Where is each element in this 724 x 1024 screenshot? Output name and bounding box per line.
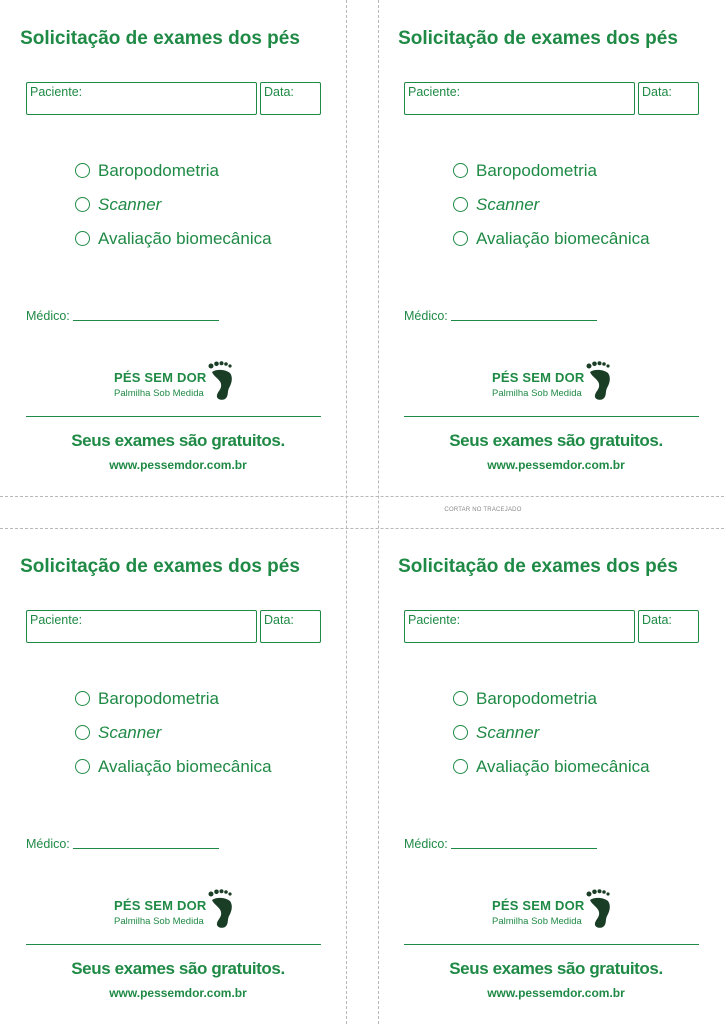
divider xyxy=(26,944,321,945)
date-label: Data: xyxy=(264,613,294,627)
divider xyxy=(404,944,699,945)
brand-logo xyxy=(114,361,244,403)
patient-field[interactable] xyxy=(404,82,635,115)
option-label: Scanner xyxy=(98,195,162,214)
signature-line[interactable] xyxy=(73,310,219,321)
card-title: Solicitação de exames dos pés xyxy=(20,28,300,49)
date-label: Data: xyxy=(642,85,672,99)
option-avaliacao-biomecanica[interactable] xyxy=(75,757,272,777)
brand-name: PÉS SEM DOR xyxy=(114,370,207,385)
free-exams-text: Seus exames são gratuitos. xyxy=(449,431,663,450)
doctor-field[interactable] xyxy=(404,837,597,851)
option-baropodometria[interactable] xyxy=(453,689,597,709)
option-label: Scanner xyxy=(476,723,540,742)
doctor-label: Médico: xyxy=(404,309,448,323)
option-avaliacao-biomecanica[interactable] xyxy=(75,229,272,249)
patient-label: Paciente: xyxy=(408,613,461,627)
brand-name: PÉS SEM DOR xyxy=(114,898,207,913)
brand-name: PÉS SEM DOR xyxy=(492,370,585,385)
doctor-field[interactable] xyxy=(26,837,219,851)
option-label: Scanner xyxy=(98,723,162,742)
divider xyxy=(404,416,699,417)
option-label: Scanner xyxy=(476,195,540,214)
radio-circle-icon[interactable] xyxy=(75,759,90,774)
option-baropodometria[interactable] xyxy=(75,161,219,181)
option-label: Avaliação biomecânica xyxy=(476,229,650,248)
option-label: Baropodometria xyxy=(476,161,597,180)
date-field[interactable] xyxy=(260,610,321,643)
radio-circle-icon[interactable] xyxy=(75,691,90,706)
option-label: Avaliação biomecânica xyxy=(98,229,272,248)
patient-field[interactable] xyxy=(404,610,635,643)
option-label: Baropodometria xyxy=(98,161,219,180)
option-scanner[interactable] xyxy=(75,723,161,743)
website-link[interactable]: www.pessemdor.com.br xyxy=(109,458,247,472)
option-label: Avaliação biomecânica xyxy=(476,757,650,776)
website-link[interactable]: www.pessemdor.com.br xyxy=(487,986,625,1000)
footprint-icon xyxy=(586,889,612,929)
doctor-field[interactable] xyxy=(404,309,597,323)
signature-line[interactable] xyxy=(451,838,597,849)
free-exams-text: Seus exames são gratuitos. xyxy=(71,431,285,450)
patient-field[interactable] xyxy=(26,610,257,643)
brand-logo xyxy=(492,361,622,403)
brand-tagline: Palmilha Sob Medida xyxy=(114,388,204,399)
brand-name: PÉS SEM DOR xyxy=(492,898,585,913)
footprint-icon xyxy=(208,361,234,401)
radio-circle-icon[interactable] xyxy=(453,725,468,740)
brand-tagline: Palmilha Sob Medida xyxy=(492,388,582,399)
radio-circle-icon[interactable] xyxy=(75,163,90,178)
date-label: Data: xyxy=(642,613,672,627)
brand-logo xyxy=(492,889,622,931)
radio-circle-icon[interactable] xyxy=(453,759,468,774)
doctor-field[interactable] xyxy=(26,309,219,323)
option-baropodometria[interactable] xyxy=(453,161,597,181)
doctor-label: Médico: xyxy=(404,837,448,851)
option-avaliacao-biomecanica[interactable] xyxy=(453,229,650,249)
website-link[interactable]: www.pessemdor.com.br xyxy=(109,986,247,1000)
patient-label: Paciente: xyxy=(30,613,83,627)
option-label: Baropodometria xyxy=(98,689,219,708)
website-link[interactable]: www.pessemdor.com.br xyxy=(487,458,625,472)
radio-circle-icon[interactable] xyxy=(75,725,90,740)
patient-label: Paciente: xyxy=(30,85,83,99)
patient-field[interactable] xyxy=(26,82,257,115)
radio-circle-icon[interactable] xyxy=(75,197,90,212)
card-title: Solicitação de exames dos pés xyxy=(20,556,300,577)
option-label: Baropodometria xyxy=(476,689,597,708)
option-label: Avaliação biomecânica xyxy=(98,757,272,776)
radio-circle-icon[interactable] xyxy=(453,197,468,212)
date-field[interactable] xyxy=(260,82,321,115)
option-avaliacao-biomecanica[interactable] xyxy=(453,757,650,777)
doctor-label: Médico: xyxy=(26,837,70,851)
brand-tagline: Palmilha Sob Medida xyxy=(492,916,582,927)
doctor-label: Médico: xyxy=(26,309,70,323)
radio-circle-icon[interactable] xyxy=(75,231,90,246)
card-title: Solicitação de exames dos pés xyxy=(398,28,678,49)
exam-request-card-top-left xyxy=(0,0,300,472)
free-exams-text: Seus exames são gratuitos. xyxy=(71,959,285,978)
date-label: Data: xyxy=(264,85,294,99)
option-scanner[interactable] xyxy=(75,195,161,215)
signature-line[interactable] xyxy=(73,838,219,849)
card-title: Solicitação de exames dos pés xyxy=(398,556,678,577)
date-field[interactable] xyxy=(638,82,699,115)
exam-request-card-bottom-right xyxy=(378,528,678,1000)
radio-circle-icon[interactable] xyxy=(453,691,468,706)
brand-tagline: Palmilha Sob Medida xyxy=(114,916,204,927)
radio-circle-icon[interactable] xyxy=(453,163,468,178)
option-scanner[interactable] xyxy=(453,723,539,743)
signature-line[interactable] xyxy=(451,310,597,321)
divider xyxy=(26,416,321,417)
radio-circle-icon[interactable] xyxy=(453,231,468,246)
patient-label: Paciente: xyxy=(408,85,461,99)
exam-request-card-top-right xyxy=(378,0,678,472)
date-field[interactable] xyxy=(638,610,699,643)
free-exams-text: Seus exames são gratuitos. xyxy=(449,959,663,978)
horizontal-cut-line-top xyxy=(0,496,724,497)
cut-instruction: CORTAR NO TRACEJADO xyxy=(444,507,522,513)
option-scanner[interactable] xyxy=(453,195,539,215)
brand-logo xyxy=(114,889,244,931)
option-baropodometria[interactable] xyxy=(75,689,219,709)
exam-request-card-bottom-left xyxy=(0,528,300,1000)
footprint-icon xyxy=(586,361,612,401)
footprint-icon xyxy=(208,889,234,929)
